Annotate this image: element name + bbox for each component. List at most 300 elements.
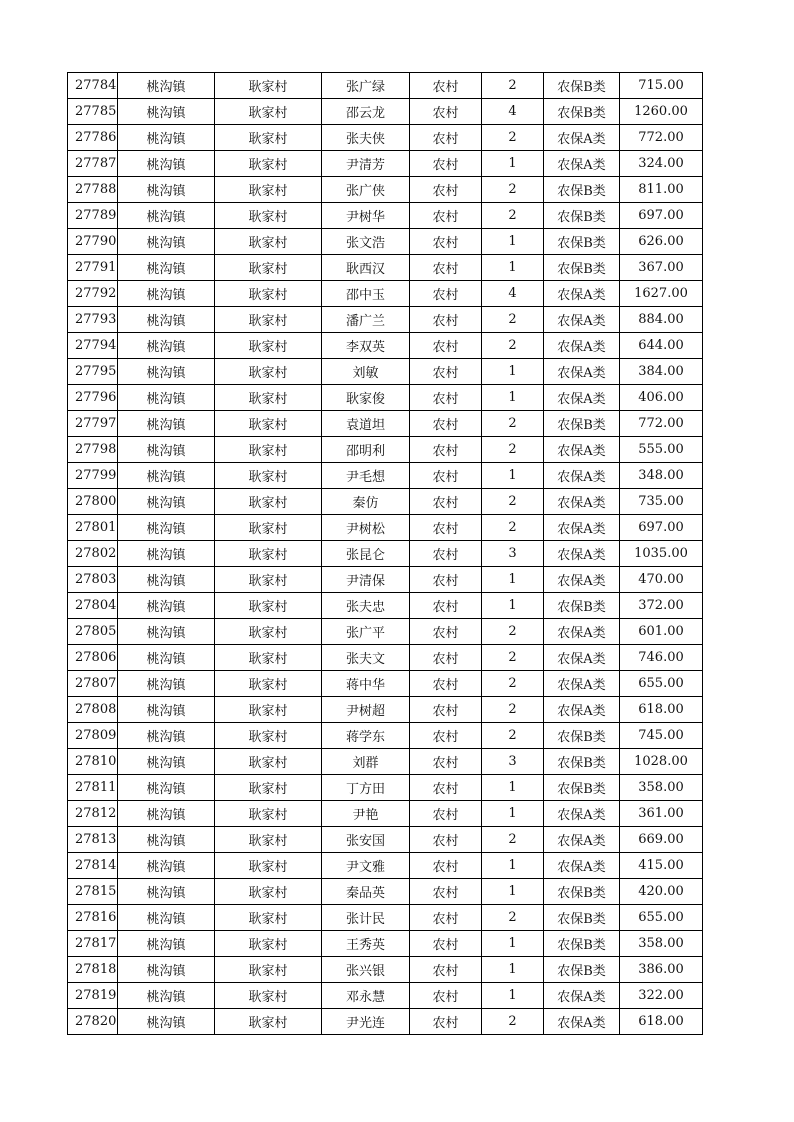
- record-id-cell: 27800: [68, 489, 118, 515]
- town-cell: 桃沟镇: [118, 177, 215, 203]
- member-count-cell: 1: [482, 931, 544, 957]
- town-cell: 桃沟镇: [118, 853, 215, 879]
- member-count-cell: 2: [482, 73, 544, 99]
- amount-cell: 324.00: [620, 151, 703, 177]
- record-id-cell: 27788: [68, 177, 118, 203]
- table-row: [68, 827, 703, 853]
- roster-body: [68, 73, 703, 1035]
- table-row: [68, 775, 703, 801]
- table-row: [68, 645, 703, 671]
- name-cell: 邵中玉: [322, 281, 410, 307]
- village-cell: 耿家村: [215, 99, 322, 125]
- town-cell: 桃沟镇: [118, 541, 215, 567]
- amount-cell: 358.00: [620, 931, 703, 957]
- household-type-cell: 农村: [410, 255, 482, 281]
- table-row: [68, 281, 703, 307]
- village-cell: 耿家村: [215, 281, 322, 307]
- insurance-category-cell: 农保B类: [544, 255, 620, 281]
- town-cell: 桃沟镇: [118, 905, 215, 931]
- record-id-cell: 27790: [68, 229, 118, 255]
- table-row: [68, 307, 703, 333]
- member-count-cell: 4: [482, 99, 544, 125]
- record-id-cell: 27799: [68, 463, 118, 489]
- town-cell: 桃沟镇: [118, 567, 215, 593]
- insurance-category-cell: 农保B类: [544, 905, 620, 931]
- town-cell: 桃沟镇: [118, 1009, 215, 1035]
- name-cell: 邵云龙: [322, 99, 410, 125]
- insurance-category-cell: 农保A类: [544, 489, 620, 515]
- household-type-cell: 农村: [410, 125, 482, 151]
- town-cell: 桃沟镇: [118, 827, 215, 853]
- town-cell: 桃沟镇: [118, 125, 215, 151]
- record-id-cell: 27806: [68, 645, 118, 671]
- table-row: [68, 801, 703, 827]
- table-row: [68, 229, 703, 255]
- name-cell: 张夫文: [322, 645, 410, 671]
- household-type-cell: 农村: [410, 619, 482, 645]
- insurance-category-cell: 农保B类: [544, 203, 620, 229]
- household-type-cell: 农村: [410, 177, 482, 203]
- village-cell: 耿家村: [215, 411, 322, 437]
- name-cell: 张广平: [322, 619, 410, 645]
- insurance-category-cell: 农保B类: [544, 229, 620, 255]
- insurance-category-cell: 农保B类: [544, 775, 620, 801]
- household-type-cell: 农村: [410, 359, 482, 385]
- record-id-cell: 27818: [68, 957, 118, 983]
- insurance-category-cell: 农保A类: [544, 385, 620, 411]
- town-cell: 桃沟镇: [118, 437, 215, 463]
- record-id-cell: 27793: [68, 307, 118, 333]
- insurance-category-cell: 农保B类: [544, 879, 620, 905]
- town-cell: 桃沟镇: [118, 489, 215, 515]
- town-cell: 桃沟镇: [118, 99, 215, 125]
- member-count-cell: 1: [482, 229, 544, 255]
- table-row: [68, 489, 703, 515]
- village-cell: 耿家村: [215, 151, 322, 177]
- household-type-cell: 农村: [410, 697, 482, 723]
- amount-cell: 372.00: [620, 593, 703, 619]
- household-type-cell: 农村: [410, 99, 482, 125]
- town-cell: 桃沟镇: [118, 801, 215, 827]
- town-cell: 桃沟镇: [118, 749, 215, 775]
- table-row: [68, 671, 703, 697]
- insurance-category-cell: 农保B类: [544, 931, 620, 957]
- insurance-category-cell: 农保B类: [544, 411, 620, 437]
- village-cell: 耿家村: [215, 203, 322, 229]
- amount-cell: 420.00: [620, 879, 703, 905]
- household-type-cell: 农村: [410, 593, 482, 619]
- name-cell: 尹文雅: [322, 853, 410, 879]
- member-count-cell: 2: [482, 515, 544, 541]
- member-count-cell: 2: [482, 827, 544, 853]
- insurance-category-cell: 农保A类: [544, 1009, 620, 1035]
- record-id-cell: 27805: [68, 619, 118, 645]
- record-id-cell: 27796: [68, 385, 118, 411]
- name-cell: 张兴银: [322, 957, 410, 983]
- village-cell: 耿家村: [215, 307, 322, 333]
- table-row: [68, 203, 703, 229]
- insurance-category-cell: 农保B类: [544, 99, 620, 125]
- insurance-category-cell: 农保B类: [544, 723, 620, 749]
- table-row: [68, 853, 703, 879]
- member-count-cell: 2: [482, 905, 544, 931]
- village-cell: 耿家村: [215, 645, 322, 671]
- name-cell: 尹清保: [322, 567, 410, 593]
- village-cell: 耿家村: [215, 333, 322, 359]
- table-row: [68, 879, 703, 905]
- name-cell: 张夫侠: [322, 125, 410, 151]
- village-cell: 耿家村: [215, 177, 322, 203]
- record-id-cell: 27807: [68, 671, 118, 697]
- member-count-cell: 1: [482, 853, 544, 879]
- name-cell: 潘广兰: [322, 307, 410, 333]
- member-count-cell: 1: [482, 983, 544, 1009]
- household-type-cell: 农村: [410, 73, 482, 99]
- amount-cell: 655.00: [620, 905, 703, 931]
- household-type-cell: 农村: [410, 671, 482, 697]
- town-cell: 桃沟镇: [118, 697, 215, 723]
- member-count-cell: 2: [482, 437, 544, 463]
- member-count-cell: 2: [482, 619, 544, 645]
- name-cell: 张广侠: [322, 177, 410, 203]
- household-type-cell: 农村: [410, 1009, 482, 1035]
- town-cell: 桃沟镇: [118, 931, 215, 957]
- town-cell: 桃沟镇: [118, 879, 215, 905]
- table-row: [68, 593, 703, 619]
- village-cell: 耿家村: [215, 905, 322, 931]
- record-id-cell: 27798: [68, 437, 118, 463]
- member-count-cell: 2: [482, 1009, 544, 1035]
- amount-cell: 386.00: [620, 957, 703, 983]
- amount-cell: 746.00: [620, 645, 703, 671]
- insurance-category-cell: 农保B类: [544, 593, 620, 619]
- insurance-category-cell: 农保B类: [544, 73, 620, 99]
- name-cell: 尹清芳: [322, 151, 410, 177]
- member-count-cell: 1: [482, 359, 544, 385]
- insurance-category-cell: 农保A类: [544, 515, 620, 541]
- insurance-category-cell: 农保A类: [544, 333, 620, 359]
- amount-cell: 470.00: [620, 567, 703, 593]
- household-type-cell: 农村: [410, 489, 482, 515]
- amount-cell: 715.00: [620, 73, 703, 99]
- insurance-category-cell: 农保A类: [544, 801, 620, 827]
- name-cell: 尹树松: [322, 515, 410, 541]
- name-cell: 秦仿: [322, 489, 410, 515]
- amount-cell: 811.00: [620, 177, 703, 203]
- name-cell: 刘群: [322, 749, 410, 775]
- amount-cell: 697.00: [620, 203, 703, 229]
- name-cell: 蒋学东: [322, 723, 410, 749]
- member-count-cell: 1: [482, 151, 544, 177]
- insurance-category-cell: 农保B类: [544, 749, 620, 775]
- member-count-cell: 2: [482, 697, 544, 723]
- member-count-cell: 3: [482, 541, 544, 567]
- insurance-category-cell: 农保A类: [544, 541, 620, 567]
- insurance-category-cell: 农保A类: [544, 645, 620, 671]
- town-cell: 桃沟镇: [118, 775, 215, 801]
- record-id-cell: 27797: [68, 411, 118, 437]
- member-count-cell: 2: [482, 671, 544, 697]
- name-cell: 耿西汉: [322, 255, 410, 281]
- name-cell: 张安国: [322, 827, 410, 853]
- name-cell: 张计民: [322, 905, 410, 931]
- table-row: [68, 99, 703, 125]
- record-id-cell: 27794: [68, 333, 118, 359]
- record-id-cell: 27812: [68, 801, 118, 827]
- household-type-cell: 农村: [410, 515, 482, 541]
- table-row: [68, 385, 703, 411]
- village-cell: 耿家村: [215, 957, 322, 983]
- village-cell: 耿家村: [215, 463, 322, 489]
- village-cell: 耿家村: [215, 619, 322, 645]
- amount-cell: 415.00: [620, 853, 703, 879]
- table-row: [68, 151, 703, 177]
- village-cell: 耿家村: [215, 671, 322, 697]
- household-type-cell: 农村: [410, 957, 482, 983]
- insurance-category-cell: 农保B类: [544, 957, 620, 983]
- record-id-cell: 27810: [68, 749, 118, 775]
- table-row: [68, 749, 703, 775]
- member-count-cell: 3: [482, 749, 544, 775]
- name-cell: 尹光连: [322, 1009, 410, 1035]
- amount-cell: 644.00: [620, 333, 703, 359]
- town-cell: 桃沟镇: [118, 359, 215, 385]
- insurance-category-cell: 农保A类: [544, 567, 620, 593]
- town-cell: 桃沟镇: [118, 645, 215, 671]
- town-cell: 桃沟镇: [118, 411, 215, 437]
- table-row: [68, 1009, 703, 1035]
- village-cell: 耿家村: [215, 931, 322, 957]
- record-id-cell: 27814: [68, 853, 118, 879]
- household-type-cell: 农村: [410, 827, 482, 853]
- member-count-cell: 4: [482, 281, 544, 307]
- town-cell: 桃沟镇: [118, 957, 215, 983]
- town-cell: 桃沟镇: [118, 333, 215, 359]
- town-cell: 桃沟镇: [118, 229, 215, 255]
- village-cell: 耿家村: [215, 775, 322, 801]
- member-count-cell: 1: [482, 567, 544, 593]
- household-type-cell: 农村: [410, 151, 482, 177]
- table-row: [68, 723, 703, 749]
- town-cell: 桃沟镇: [118, 463, 215, 489]
- village-cell: 耿家村: [215, 879, 322, 905]
- member-count-cell: 2: [482, 645, 544, 671]
- amount-cell: 697.00: [620, 515, 703, 541]
- amount-cell: 772.00: [620, 125, 703, 151]
- name-cell: 尹树超: [322, 697, 410, 723]
- village-cell: 耿家村: [215, 567, 322, 593]
- village-cell: 耿家村: [215, 1009, 322, 1035]
- amount-cell: 322.00: [620, 983, 703, 1009]
- amount-cell: 772.00: [620, 411, 703, 437]
- amount-cell: 1028.00: [620, 749, 703, 775]
- insurance-category-cell: 农保A类: [544, 307, 620, 333]
- town-cell: 桃沟镇: [118, 619, 215, 645]
- village-cell: 耿家村: [215, 697, 322, 723]
- town-cell: 桃沟镇: [118, 593, 215, 619]
- name-cell: 袁道坦: [322, 411, 410, 437]
- member-count-cell: 1: [482, 879, 544, 905]
- member-count-cell: 1: [482, 775, 544, 801]
- village-cell: 耿家村: [215, 749, 322, 775]
- member-count-cell: 1: [482, 593, 544, 619]
- village-cell: 耿家村: [215, 983, 322, 1009]
- insurance-category-cell: 农保A类: [544, 853, 620, 879]
- insurance-category-cell: 农保A类: [544, 125, 620, 151]
- record-id-cell: 27811: [68, 775, 118, 801]
- name-cell: 刘敏: [322, 359, 410, 385]
- household-type-cell: 农村: [410, 775, 482, 801]
- insurance-category-cell: 农保A类: [544, 463, 620, 489]
- household-type-cell: 农村: [410, 983, 482, 1009]
- household-type-cell: 农村: [410, 307, 482, 333]
- insurance-category-cell: 农保A类: [544, 827, 620, 853]
- table-row: [68, 255, 703, 281]
- table-row: [68, 125, 703, 151]
- insurance-category-cell: 农保A类: [544, 359, 620, 385]
- roster-table: [67, 72, 703, 1035]
- record-id-cell: 27791: [68, 255, 118, 281]
- village-cell: 耿家村: [215, 801, 322, 827]
- town-cell: 桃沟镇: [118, 983, 215, 1009]
- record-id-cell: 27813: [68, 827, 118, 853]
- name-cell: 张文浩: [322, 229, 410, 255]
- insurance-category-cell: 农保A类: [544, 983, 620, 1009]
- household-type-cell: 农村: [410, 879, 482, 905]
- table-row: [68, 177, 703, 203]
- amount-cell: 618.00: [620, 697, 703, 723]
- household-type-cell: 农村: [410, 333, 482, 359]
- member-count-cell: 2: [482, 177, 544, 203]
- name-cell: 尹树华: [322, 203, 410, 229]
- name-cell: 邵明利: [322, 437, 410, 463]
- record-id-cell: 27804: [68, 593, 118, 619]
- record-id-cell: 27819: [68, 983, 118, 1009]
- village-cell: 耿家村: [215, 723, 322, 749]
- insurance-category-cell: 农保B类: [544, 177, 620, 203]
- household-type-cell: 农村: [410, 541, 482, 567]
- household-type-cell: 农村: [410, 749, 482, 775]
- household-type-cell: 农村: [410, 853, 482, 879]
- member-count-cell: 2: [482, 203, 544, 229]
- amount-cell: 361.00: [620, 801, 703, 827]
- town-cell: 桃沟镇: [118, 203, 215, 229]
- household-type-cell: 农村: [410, 411, 482, 437]
- name-cell: 尹毛想: [322, 463, 410, 489]
- village-cell: 耿家村: [215, 489, 322, 515]
- record-id-cell: 27801: [68, 515, 118, 541]
- member-count-cell: 2: [482, 333, 544, 359]
- name-cell: 丁方田: [322, 775, 410, 801]
- record-id-cell: 27792: [68, 281, 118, 307]
- town-cell: 桃沟镇: [118, 281, 215, 307]
- amount-cell: 406.00: [620, 385, 703, 411]
- amount-cell: 367.00: [620, 255, 703, 281]
- amount-cell: 1035.00: [620, 541, 703, 567]
- member-count-cell: 1: [482, 463, 544, 489]
- table-row: [68, 983, 703, 1009]
- household-type-cell: 农村: [410, 463, 482, 489]
- member-count-cell: 2: [482, 411, 544, 437]
- record-id-cell: 27787: [68, 151, 118, 177]
- village-cell: 耿家村: [215, 437, 322, 463]
- insurance-category-cell: 农保A类: [544, 151, 620, 177]
- town-cell: 桃沟镇: [118, 73, 215, 99]
- table-row: [68, 931, 703, 957]
- table-row: [68, 333, 703, 359]
- table-row: [68, 73, 703, 99]
- name-cell: 蒋中华: [322, 671, 410, 697]
- record-id-cell: 27785: [68, 99, 118, 125]
- amount-cell: 745.00: [620, 723, 703, 749]
- table-row: [68, 359, 703, 385]
- household-type-cell: 农村: [410, 437, 482, 463]
- member-count-cell: 2: [482, 307, 544, 333]
- household-type-cell: 农村: [410, 905, 482, 931]
- table-row: [68, 515, 703, 541]
- record-id-cell: 27789: [68, 203, 118, 229]
- amount-cell: 655.00: [620, 671, 703, 697]
- name-cell: 张夫忠: [322, 593, 410, 619]
- village-cell: 耿家村: [215, 255, 322, 281]
- member-count-cell: 2: [482, 723, 544, 749]
- insurance-category-cell: 农保A类: [544, 671, 620, 697]
- member-count-cell: 1: [482, 385, 544, 411]
- table-row: [68, 541, 703, 567]
- household-type-cell: 农村: [410, 567, 482, 593]
- record-id-cell: 27815: [68, 879, 118, 905]
- village-cell: 耿家村: [215, 593, 322, 619]
- town-cell: 桃沟镇: [118, 515, 215, 541]
- amount-cell: 384.00: [620, 359, 703, 385]
- record-id-cell: 27808: [68, 697, 118, 723]
- member-count-cell: 1: [482, 957, 544, 983]
- record-id-cell: 27784: [68, 73, 118, 99]
- village-cell: 耿家村: [215, 229, 322, 255]
- village-cell: 耿家村: [215, 853, 322, 879]
- insurance-category-cell: 农保A类: [544, 619, 620, 645]
- name-cell: 尹艳: [322, 801, 410, 827]
- household-type-cell: 农村: [410, 931, 482, 957]
- amount-cell: 1260.00: [620, 99, 703, 125]
- table-row: [68, 567, 703, 593]
- name-cell: 邓永慧: [322, 983, 410, 1009]
- record-id-cell: 27795: [68, 359, 118, 385]
- household-type-cell: 农村: [410, 723, 482, 749]
- table-row: [68, 905, 703, 931]
- record-id-cell: 27786: [68, 125, 118, 151]
- town-cell: 桃沟镇: [118, 151, 215, 177]
- amount-cell: 669.00: [620, 827, 703, 853]
- record-id-cell: 27802: [68, 541, 118, 567]
- village-cell: 耿家村: [215, 73, 322, 99]
- town-cell: 桃沟镇: [118, 307, 215, 333]
- record-id-cell: 27803: [68, 567, 118, 593]
- name-cell: 耿家俊: [322, 385, 410, 411]
- record-id-cell: 27816: [68, 905, 118, 931]
- table-row: [68, 437, 703, 463]
- amount-cell: 358.00: [620, 775, 703, 801]
- village-cell: 耿家村: [215, 515, 322, 541]
- village-cell: 耿家村: [215, 541, 322, 567]
- record-id-cell: 27820: [68, 1009, 118, 1035]
- record-id-cell: 27809: [68, 723, 118, 749]
- village-cell: 耿家村: [215, 125, 322, 151]
- amount-cell: 626.00: [620, 229, 703, 255]
- name-cell: 王秀英: [322, 931, 410, 957]
- amount-cell: 735.00: [620, 489, 703, 515]
- household-type-cell: 农村: [410, 385, 482, 411]
